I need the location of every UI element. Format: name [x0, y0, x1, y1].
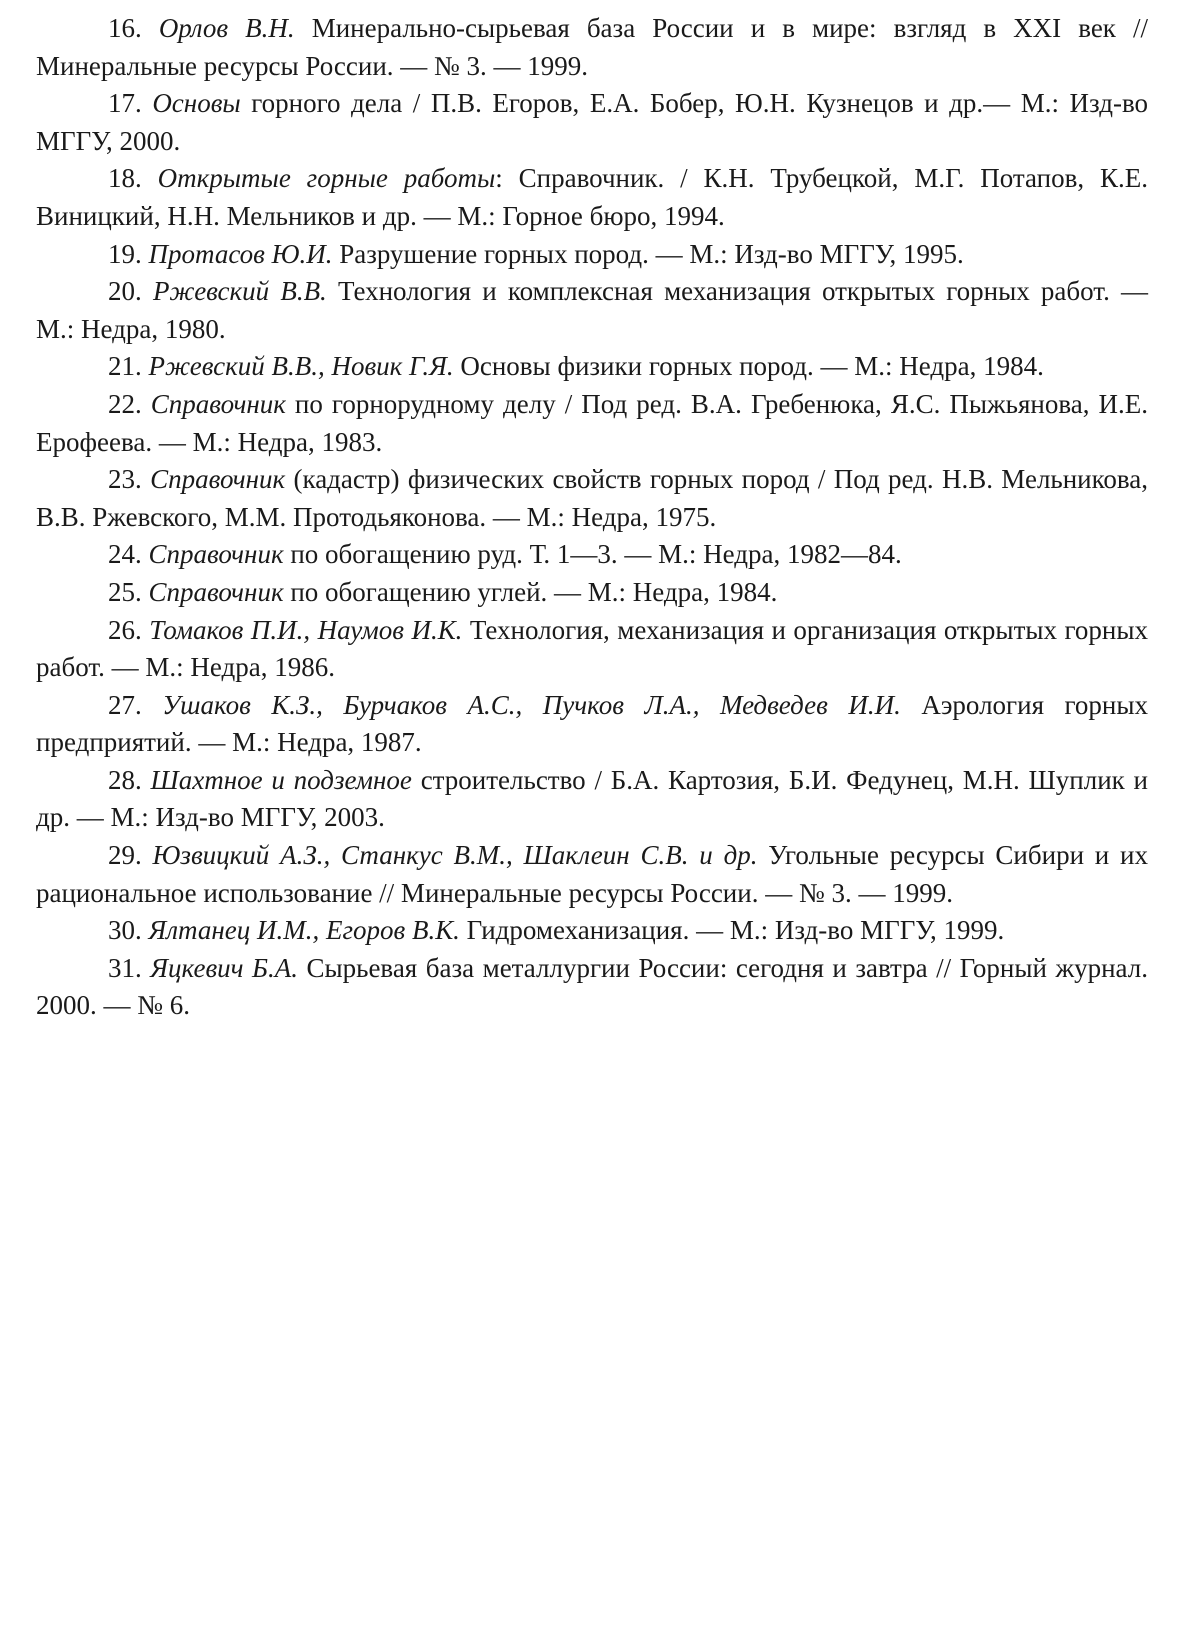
reference-number: 17. [108, 88, 142, 119]
reference-italic: Ржевский В.В., Новик Г.Я. [148, 351, 454, 382]
reference-italic: Протасов Ю.И. [148, 238, 333, 269]
reference-text: Сырьевая база металлургии России: сегодня и завтра // Горный журнал. 2000. — № 6. [36, 952, 1149, 1021]
reference-text: Технология и комплексная механизация открытых горных работ. — М.: Недра, 1980. [36, 276, 1148, 344]
reference-italic: Шахтное и подземное [150, 764, 412, 795]
reference-number: 25. [108, 576, 142, 607]
reference-text: Основы физики горных пород. — М.: Недра, 1984. [453, 351, 1044, 382]
reference-text: Минерально-сырьевая база России и в мире: взгляд в XXI век // Минеральные ресурсы России. — № 3. — 1999. [36, 13, 1148, 81]
reference-text: Разрушение горных пород. — М.: Изд-во МГГУ, 1995. [332, 238, 964, 269]
reference-italic: Ялтанец И.М., Егоров В.К. [148, 915, 460, 946]
reference-italic: Томаков П.И., Наумов И.К. [149, 614, 463, 645]
reference-item [36, 236, 1148, 274]
reference-italic: Справочник [148, 539, 284, 570]
reference-italic: Яцкевич Б.А. [150, 952, 298, 983]
reference-number: 21. [108, 351, 142, 382]
reference-item [36, 837, 1148, 912]
reference-item [36, 687, 1148, 762]
reference-text: : Справочник. / К.Н. Трубецкой, М.Г. Потапов, К.Е. Виницкий, Н.Н. Мельников и др. — М.: Горное бюро, 1994. [36, 163, 1148, 231]
reference-italic: Справочник [148, 576, 284, 607]
reference-item [36, 85, 1148, 160]
reference-item [36, 386, 1148, 461]
reference-italic: Орлов В.Н. [158, 13, 295, 43]
reference-number: 31. [108, 952, 142, 983]
reference-text: Аэрология горных предприятий. — М.: Недра, 1987. [36, 689, 1149, 758]
reference-text: Технология, механизация и организация открытых горных работ. — М.: Недра, 1986. [36, 614, 1148, 683]
reference-item [36, 273, 1148, 348]
reference-item [36, 574, 1148, 612]
reference-item [36, 160, 1148, 235]
reference-item [36, 348, 1148, 386]
reference-text: по обогащению углей. — М.: Недра, 1984. [283, 576, 778, 607]
reference-number: 20. [108, 276, 142, 307]
reference-italic: Справочник [150, 388, 286, 419]
reference-number: 26. [108, 614, 142, 645]
reference-number: 29. [108, 840, 142, 871]
reference-text: по обогащению руд. Т. 1—3. — М.: Недра, 1982—84. [283, 539, 902, 570]
reference-italic: Ржевский В.В. [152, 276, 327, 307]
reference-item [36, 461, 1148, 536]
reference-text: Гидромеханизация. — М.: Изд-во МГГУ, 1999. [459, 915, 1005, 946]
reference-list [36, 10, 1148, 1025]
reference-number: 30. [108, 915, 142, 946]
reference-item [36, 762, 1148, 837]
reference-item [36, 612, 1148, 687]
reference-italic: Юзвицкий А.З., Станкус В.М., Шаклеин С.В. и др. [152, 840, 758, 871]
reference-text: строительство / Б.А. Картозия, Б.И. Федунец, М.Н. Шуплик и др. — М.: Изд-во МГГУ, 2003. [36, 764, 1149, 833]
reference-number: 18. [108, 163, 142, 194]
reference-number: 27. [108, 689, 142, 720]
reference-text: (кадастр) физических свойств горных пород / Под ред. Н.В. Мельникова, В.В. Ржевского, М.М. Протодьяконова. — М.: Недра, 1975. [36, 464, 1148, 532]
reference-item [36, 536, 1148, 574]
reference-number: 28. [108, 764, 142, 795]
reference-number: 16. [108, 13, 142, 43]
reference-item [36, 912, 1148, 950]
reference-italic: Справочник [150, 464, 286, 495]
reference-text: Угольные ресурсы Сибири и их рациональное использование // Минеральные ресурсы России. — № 3. — 1999. [36, 840, 1149, 908]
reference-number: 22. [108, 388, 142, 419]
reference-item [36, 950, 1148, 1025]
reference-italic: Основы [152, 88, 241, 119]
reference-italic: Ушаков К.З., Бурчаков А.С., Пучков Л.А., Медведев И.И. [162, 689, 901, 720]
reference-number: 24. [108, 539, 142, 570]
reference-italic: Открытые горные работы [157, 163, 496, 194]
reference-item [36, 10, 1148, 85]
reference-number: 19. [108, 238, 142, 269]
reference-text: по горнорудному делу / Под ред. В.А. Гребенюка, Я.С. Пыжьянова, И.Е. Ерофеева. — М.: Недра, 1983. [36, 388, 1149, 457]
reference-number: 23. [108, 464, 142, 495]
reference-text: горного дела / П.В. Егоров, Е.А. Бобер, Ю.Н. Кузнецов и др.— М.: Изд-во МГГУ, 2000. [36, 88, 1149, 156]
